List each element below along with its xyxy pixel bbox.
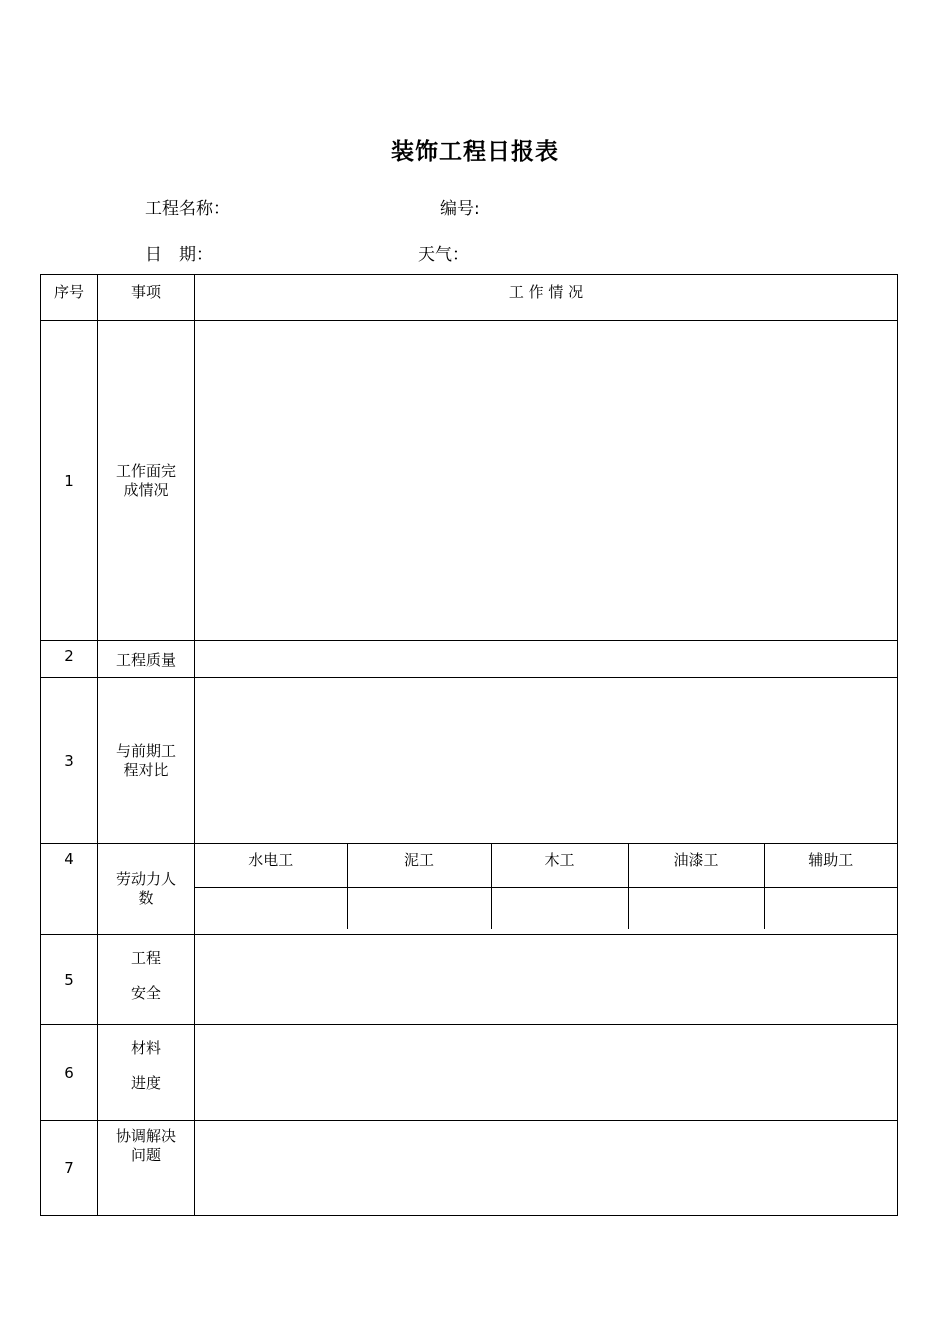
row-work-cell[interactable] [195, 641, 898, 678]
date-label: 日 期： [145, 245, 213, 265]
labor-count-cell[interactable] [347, 888, 491, 930]
row-item: 协调解决问题 [98, 1121, 195, 1216]
header-item: 事项 [98, 275, 195, 321]
row-work-cell[interactable] [195, 321, 898, 641]
code-label: 编号: [440, 199, 480, 219]
table-row [41, 1121, 898, 1216]
labor-count-cell[interactable] [195, 888, 347, 930]
daily-report-table [40, 274, 898, 1216]
row-item-line: 进度 [130, 1074, 161, 1092]
row-item: 工程质量 [98, 641, 195, 678]
header-row [41, 275, 898, 321]
table-row [41, 678, 898, 844]
row-item-line: 工程 [130, 949, 161, 967]
row-seq: 3 [41, 678, 98, 844]
labor-type-header: 水电工 [195, 844, 347, 888]
row-work-cell[interactable] [195, 935, 898, 1025]
row-item: 劳动力人数 [98, 844, 195, 935]
row-item [98, 1025, 195, 1121]
weather-label: 天气： [418, 245, 469, 265]
table-row [41, 321, 898, 641]
row-seq: 2 [41, 641, 98, 678]
row-item: 与前期工程对比 [98, 678, 195, 844]
row-work-cell[interactable] [195, 678, 898, 844]
labor-type-header: 木工 [491, 844, 628, 888]
row-item [98, 935, 195, 1025]
labor-table [195, 844, 897, 929]
row-item: 工作面完成情况 [98, 321, 195, 641]
table-row [41, 935, 898, 1025]
row-item-line: 材料 [130, 1039, 161, 1057]
labor-count-cell[interactable] [491, 888, 628, 930]
labor-cell [195, 844, 898, 935]
row-item-line: 安全 [130, 984, 161, 1002]
row-seq: 7 [41, 1121, 98, 1216]
page-title: 装饰工程日报表 [391, 139, 559, 165]
row-seq: 1 [41, 321, 98, 641]
labor-type-header: 泥工 [347, 844, 491, 888]
labor-count-cell[interactable] [628, 888, 764, 930]
labor-type-header: 辅助工 [764, 844, 897, 888]
header-work: 工 作 情 况 [195, 275, 898, 321]
project-name-label: 工程名称： [145, 199, 230, 219]
row-work-cell[interactable] [195, 1025, 898, 1121]
table-row [41, 1025, 898, 1121]
row-seq: 5 [41, 935, 98, 1025]
row-seq: 6 [41, 1025, 98, 1121]
header-seq: 序号 [41, 275, 98, 321]
row-seq: 4 [41, 844, 98, 935]
labor-count-cell[interactable] [764, 888, 897, 930]
table-row [41, 844, 898, 935]
row-work-cell[interactable] [195, 1121, 898, 1216]
labor-type-header: 油漆工 [628, 844, 764, 888]
table-row [41, 641, 898, 678]
